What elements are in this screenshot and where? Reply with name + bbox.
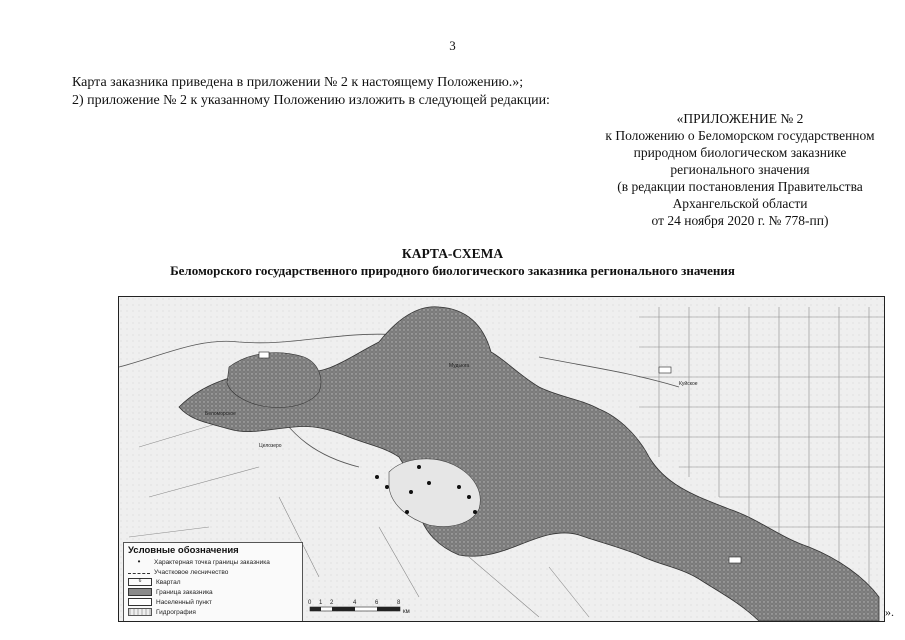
- closing-quote: ».: [885, 605, 894, 619]
- reserve-map: [118, 296, 885, 622]
- appendix-line: «ПРИЛОЖЕНИЕ № 2: [676, 111, 804, 126]
- place-label: Мудьюга: [449, 363, 470, 369]
- point-icon: •: [137, 557, 141, 567]
- appendix-line: к Положению о Беломорском государственном: [605, 128, 875, 143]
- scale-tick: 1: [319, 600, 323, 606]
- paragraph-map-reference: Карта заказника приведена в приложении № 2 к настоящему Положению.»;: [72, 75, 524, 90]
- scale-tick: 6: [375, 600, 379, 606]
- place-label: Целозеро: [259, 443, 282, 449]
- map-subtitle: Беломорского государственного природного биологического заказника регионального значения: [170, 263, 735, 278]
- scale-tick: 4: [353, 600, 357, 606]
- page-number: 3: [449, 38, 456, 53]
- scale-tick: 8: [397, 600, 401, 606]
- scale-unit: км: [403, 609, 410, 615]
- quarter-box-icon: 6: [128, 578, 152, 586]
- map-place-labels: [119, 297, 884, 621]
- legend-title: Условные обозначения: [128, 545, 239, 556]
- appendix-header: [560, 110, 905, 229]
- appendix-line: (в редакции постановления Правительства: [617, 179, 863, 194]
- scale-tick: 2: [330, 600, 334, 606]
- place-label: Куйское: [679, 381, 698, 387]
- appendix-line: природном биологическом заказнике: [633, 145, 847, 160]
- legend-label: Граница заказника: [156, 589, 213, 596]
- appendix-line: от 24 ноября 2020 г. № 778-пп): [651, 213, 829, 228]
- legend-label: Населенный пункт: [156, 599, 212, 606]
- appendix-line: Архангельской области: [672, 196, 808, 211]
- place-label: Беломорское: [205, 411, 236, 417]
- appendix-line: регионального значения: [670, 162, 810, 177]
- legend-label: Гидрография: [156, 609, 196, 616]
- scale-tick: 0: [308, 600, 312, 606]
- legend-label: Характерная точка границы заказника: [154, 559, 270, 566]
- legend-label: Квартал: [156, 579, 181, 586]
- paragraph-amendment: 2) приложение № 2 к указанному Положению изложить в следующей редакции:: [72, 93, 550, 108]
- legend-label: Участковое лесничество: [154, 569, 229, 576]
- map-title: КАРТА-СХЕМА: [401, 246, 504, 261]
